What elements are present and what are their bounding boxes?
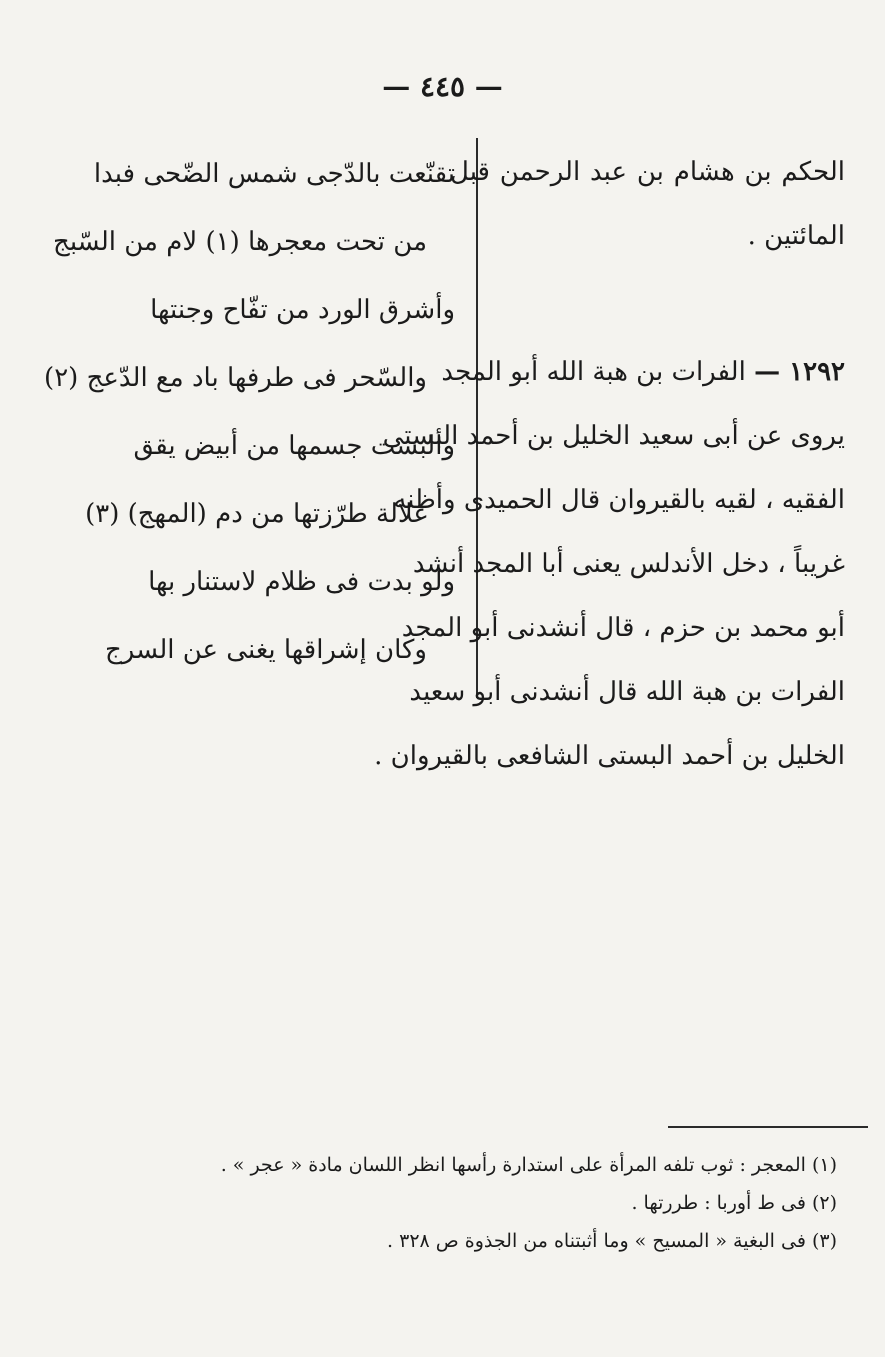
prose-line: الحكم بن هشام بن عبد الرحمن قبل bbox=[450, 157, 845, 187]
poem-verse: من تحت معجرها (١) لام من السّبج bbox=[53, 227, 427, 257]
poem-verse: والسّحر فى طرفها باد مع الدّعج (٢) bbox=[44, 363, 427, 393]
entry-heading-line bbox=[441, 340, 845, 404]
poem-verse: غلالة طرّزتها من دم (المهج) (٣) bbox=[85, 499, 427, 529]
footnote-rule bbox=[668, 1126, 868, 1128]
poem-verse: وكان إشراقها يغنى عن السرج bbox=[105, 635, 427, 665]
entry-heading: الفرات بن هبة الله أبو المجد bbox=[441, 357, 746, 387]
poem-column bbox=[44, 140, 455, 684]
prose-line: الخليل بن أحمد البستى الشافعى بالقيروان . bbox=[374, 741, 845, 771]
poem-verse: ولو بدت فى ظلام لاستنار بها bbox=[148, 567, 455, 597]
prose-line: الفرات بن هبة الله قال أنشدنى أبو سعيد bbox=[409, 677, 845, 707]
entry-number: ١٢٩٢ — bbox=[754, 357, 845, 387]
prose-column bbox=[374, 140, 845, 788]
prose-line: أبو محمد بن حزم ، قال أنشدنى أبو المجد bbox=[401, 613, 845, 643]
footnotes bbox=[197, 1146, 837, 1260]
footnote: (٣) فى البغية « المسيح » وما أثبتناه من الجذوة ص ٣٢٨ . bbox=[387, 1230, 837, 1252]
footnote: (١) المعجر : ثوب تلفه المرأة على استدارة رأسها انظر اللسان مادة « عجر » . bbox=[220, 1154, 837, 1176]
paragraph-gap bbox=[450, 268, 845, 340]
footnote: (٢) فى ط أوربا : طررتها . bbox=[631, 1192, 837, 1214]
prose-line: الفقيه ، لقيه بالقيروان قال الحميدى وأظنه bbox=[393, 485, 845, 515]
page-number: — ٤٤٥ — bbox=[382, 70, 503, 103]
prose-line: يروى عن أبى سعيد الخليل بن أحمد البستى bbox=[382, 421, 845, 451]
prose-line: المائتين . bbox=[747, 221, 845, 251]
poem-verse: تقنّعت بالدّجى شمس الضّحى فبدا bbox=[93, 159, 455, 189]
prose-line: غريباً ، دخل الأندلس يعنى أبا المجد أنشد bbox=[412, 549, 845, 579]
poem-verse: وألبست جسمها من أبيض يقق bbox=[133, 431, 455, 461]
poem-verse: وأشرق الورد من تفّاح وجنتها bbox=[150, 295, 455, 325]
